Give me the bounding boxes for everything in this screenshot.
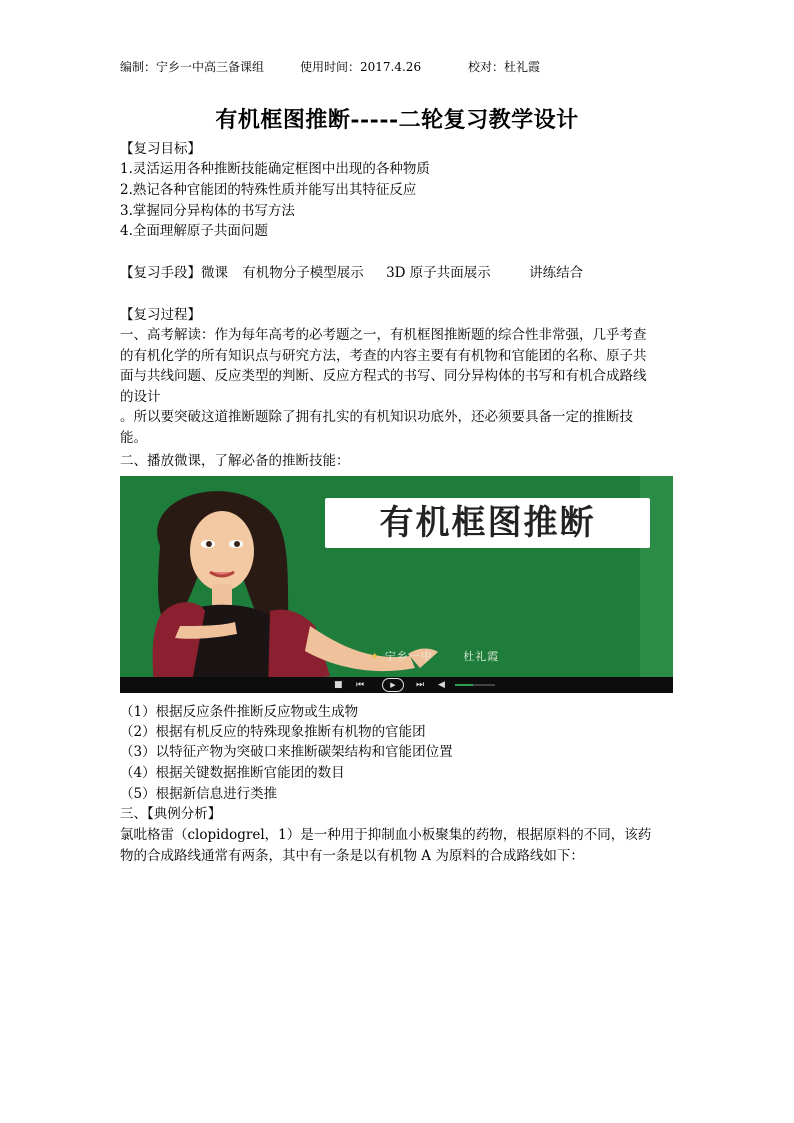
previous-icon[interactable]: ⏮ xyxy=(356,680,365,690)
intro-line-4: 的设计 xyxy=(120,389,161,405)
skill-item-1: （1）根据反应条件推断反应物或生成物 xyxy=(120,704,359,720)
video-teacher: 杜礼霞 xyxy=(463,650,500,663)
proofreader-info: 校对：杜礼霞 xyxy=(468,60,541,74)
editor-info: 编制：宁乡一中高三备课组 xyxy=(120,60,265,74)
goals-heading: 【复习目标】 xyxy=(120,141,201,157)
example-line-1: 氯吡格雷（clopidogrel，1）是一种用于抑制血小板聚集的药物，根据原料的不同，该药 xyxy=(120,827,652,843)
skill-item-3: （3）以特征产物为突破口来推断碳架结构和官能团位置 xyxy=(120,744,453,760)
video-progress-bar[interactable] xyxy=(455,684,495,686)
play-button[interactable]: ▶ xyxy=(382,678,404,692)
intro-line-3: 面与共线问题、反应类型的判断、反应方程式的书写、同分异构体的书写和有机合成路线 xyxy=(120,368,647,384)
video-controls xyxy=(120,677,673,693)
means-item-microlesson: 微课 xyxy=(201,265,228,281)
stop-icon[interactable]: ■ xyxy=(334,680,343,690)
volume-icon[interactable]: ◀ xyxy=(438,680,445,690)
goal-item-2: 2.熟记各种官能团的特殊性质并能写出其特征反应 xyxy=(120,182,417,198)
skill-item-2: （2）根据有机反应的特殊现象推断有机物的官能团 xyxy=(120,724,426,740)
intro-line-1: 一、高考解读：作为每年高考的必考题之一，有机框图推断题的综合性非常强，几乎考查 xyxy=(120,327,647,343)
video-title: 有机框图推断 xyxy=(379,503,596,543)
next-icon[interactable]: ⏭ xyxy=(416,680,425,690)
video-credit xyxy=(370,648,499,664)
means-heading: 【复习手段】 xyxy=(120,265,201,281)
goal-item-3: 3.掌握同分异构体的书写方法 xyxy=(120,203,295,219)
section3-heading: 三、【典例分析】 xyxy=(120,806,222,822)
goal-item-4: 4.全面理解原子共面问题 xyxy=(120,223,268,239)
microlesson-video[interactable] xyxy=(120,476,673,693)
process-heading: 【复习过程】 xyxy=(120,307,201,323)
video-school: 宁乡一中 xyxy=(384,650,433,663)
skill-item-5: （5）根据新信息进行类推 xyxy=(120,786,278,802)
sparkle-icon: ✦ xyxy=(370,650,381,663)
section2-heading: 二、播放微课，了解必备的推断技能： xyxy=(120,453,350,469)
video-progress-fill xyxy=(455,684,473,686)
means-item-practice: 讲练结合 xyxy=(529,265,584,281)
intro-line-2: 的有机化学的所有知识点与研究方法，考查的内容主要有有机物和官能团的名称、原子共 xyxy=(120,348,647,364)
video-title-card xyxy=(325,498,650,548)
means-line xyxy=(120,263,583,283)
document-title: 有机框图推断-----二轮复习教学设计 xyxy=(215,107,579,133)
means-item-models: 有机物分子模型展示 xyxy=(242,265,364,281)
skill-item-4: （4）根据关键数据推断官能团的数目 xyxy=(120,765,345,781)
intro-line-6: 能。 xyxy=(120,430,147,446)
means-item-3d: 3D 原子共面展示 xyxy=(386,265,491,281)
example-line-2: 物的合成路线通常有两条，其中有一条是以有机物 A 为原料的合成路线如下： xyxy=(120,848,584,864)
goal-item-1: 1.灵活运用各种推断技能确定框图中出现的各种物质 xyxy=(120,161,430,177)
intro-line-5: 。所以要突破这道推断题除了拥有扎实的有机知识功底外，还必须要具备一定的推断技 xyxy=(120,409,633,425)
usage-date: 使用时间：2017.4.26 xyxy=(300,60,422,74)
